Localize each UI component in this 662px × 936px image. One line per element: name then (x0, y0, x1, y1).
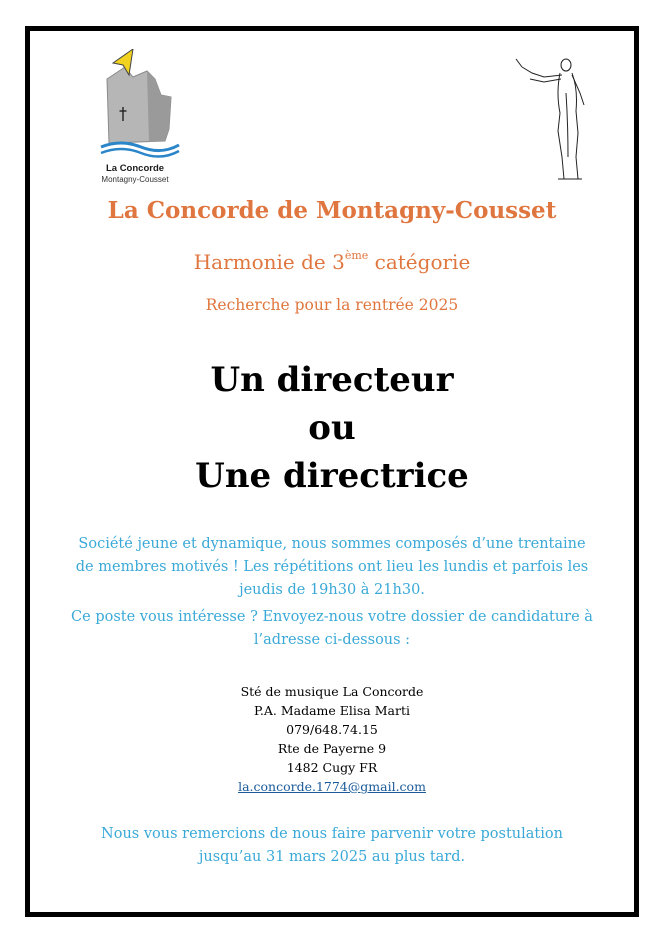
headline (30, 356, 634, 500)
email-link[interactable]: la.concorde.1774@gmail.com (238, 779, 426, 794)
subtitle-prefix: Harmonie de 3 (193, 250, 345, 274)
postal-address (30, 682, 634, 796)
conductor-figure-icon (514, 53, 594, 185)
address-phone: 079/648.74.15 (286, 722, 378, 737)
closing-paragraph: Nous vous remercions de nous faire parvenir votre postulation jusqu’au 31 mars 2025 au plus tard. (101, 826, 563, 865)
category-subtitle (30, 250, 634, 274)
headline-line-1: Un directeur (210, 360, 454, 400)
church-tower-logo-icon (85, 49, 185, 164)
subtitle-superscript: ème (344, 249, 369, 263)
page-title: La Concorde de Montagny-Cousset (107, 197, 557, 224)
logo-subtitle: Montagny-Cousset (101, 175, 169, 184)
search-line: Recherche pour la rentrée 2025 (205, 296, 459, 314)
logo-name: La Concorde (105, 163, 165, 174)
address-city: 1482 Cugy FR (286, 760, 378, 775)
address-line-2: P.A. Madame Elisa Marti (254, 703, 410, 718)
intro-paragraph: Société jeune et dynamique, nous sommes composés d’une trentaine de membres motivés ! Les répétitions ont lieu les lundis et parfois les jeudis de 19h30 à 21h30. (75, 536, 589, 598)
conductor-illustration (514, 53, 594, 185)
subtitle-suffix: catégorie (368, 250, 471, 274)
address-street: Rte de Payerne 9 (277, 741, 387, 756)
logo (85, 49, 185, 189)
headline-line-3: Une directrice (195, 456, 469, 496)
address-line-1: Sté de musique La Concorde (240, 684, 424, 699)
call-paragraph: Ce poste vous intéresse ? Envoyez-nous votre dossier de candidature à l’adresse ci-dessous : (71, 609, 593, 648)
page-frame (25, 26, 639, 917)
headline-line-2: ou (308, 408, 356, 448)
